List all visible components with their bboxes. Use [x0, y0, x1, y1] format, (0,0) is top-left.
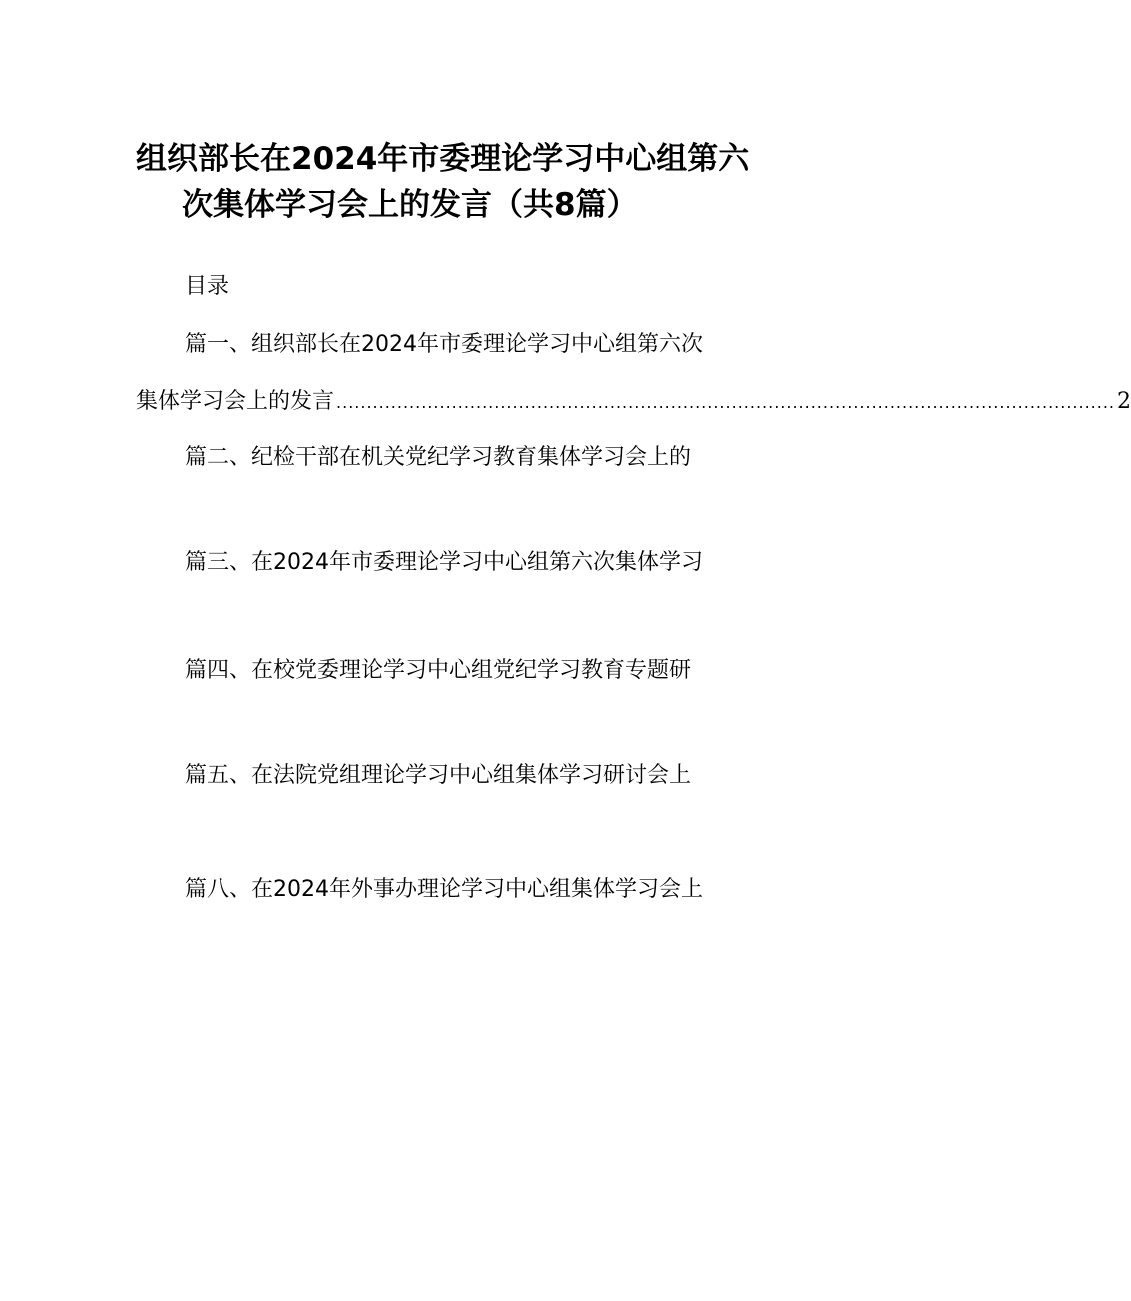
toc-item-2[interactable]: 篇二、纪检干部在机关党纪学习教育集体学习会上的 [185, 445, 692, 470]
title-line-1: 组织部长在2024年市委理论学习中心组第六 [136, 141, 750, 177]
toc-heading: 目录 [185, 274, 230, 299]
toc-item-1[interactable]: 篇一、组织部长在2024年市委理论学习中心组第六次 [185, 332, 703, 357]
toc-page-number: 2 [1117, 389, 1131, 414]
toc-item-5[interactable]: 篇五、在法院党组理论学习中心组集体学习研讨会上 [185, 763, 692, 788]
toc-item-4[interactable]: 篇四、在校党委理论学习中心组党纪学习教育专题研 [185, 658, 692, 683]
toc-item-1-continuation-text: 集体学习会上的发言 [136, 389, 335, 414]
toc-item-6[interactable]: 篇八、在2024年外事办理论学习中心组集体学习会上 [185, 877, 703, 902]
toc-dot-leader: ................................................................................................................................ [336, 393, 1116, 412]
title-line-2: 次集体学习会上的发言（共8篇） [182, 187, 638, 223]
toc-item-3[interactable]: 篇三、在2024年市委理论学习中心组第六次集体学习 [185, 550, 703, 575]
toc-item-1-continuation[interactable] [136, 385, 1131, 420]
document-title [136, 136, 776, 228]
